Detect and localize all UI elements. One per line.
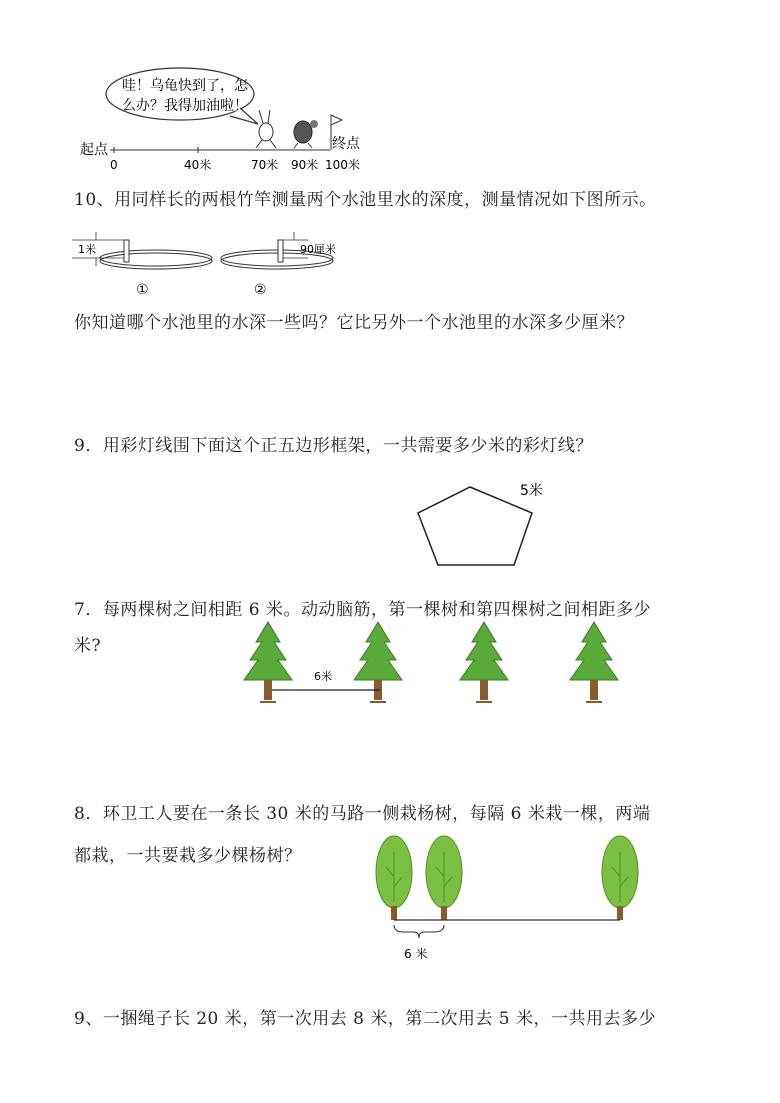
pine-tree-4 xyxy=(570,622,618,702)
start-label: 起点 xyxy=(80,142,108,158)
pond-1-label: ① xyxy=(136,282,149,298)
end-label: 终点 xyxy=(332,136,360,152)
pine-trees-diagram xyxy=(234,618,634,706)
speech-line-1: 哇！乌龟快到了，怎 xyxy=(122,78,248,94)
pond-1-depth-label: 1米 xyxy=(78,243,96,256)
tick-label-70: 70米 xyxy=(251,158,279,172)
q10-ponds-diagram xyxy=(72,228,362,300)
poplar-tree-2 xyxy=(426,836,462,920)
pond-2-depth-label: 90厘米 xyxy=(300,243,336,256)
poplar-tree-3 xyxy=(602,836,638,920)
race-diagram xyxy=(70,60,380,175)
pentagon-svg xyxy=(410,470,560,570)
q10-question: 你知道哪个水池里的水深一些吗？它比另外一个水池里的水深多少厘米？ xyxy=(74,313,634,333)
rabbit-icon xyxy=(256,110,276,148)
pine-tree-3 xyxy=(460,622,508,702)
tick-label-90: 90米 xyxy=(291,158,319,172)
pentagon-side-label: 5米 xyxy=(520,483,543,499)
pentagon-diagram xyxy=(410,470,560,570)
q9a-text: 9．用彩灯线围下面这个正五边形框架，一共需要多少米的彩灯线？ xyxy=(74,436,593,456)
speech-line-2: 么办？我得加油啦！ xyxy=(122,98,248,114)
pond-2-label: ② xyxy=(254,282,267,298)
poplar-trees-svg xyxy=(368,832,648,964)
tick-label-100: 100米 xyxy=(325,158,360,172)
q10-text: 10、用同样长的两根竹竿测量两个水池里水的深度，测量情况如下图所示。 xyxy=(74,190,657,210)
pine-trees-svg xyxy=(234,618,634,706)
q7-line-2: 米? xyxy=(74,636,102,656)
race-svg xyxy=(70,60,380,175)
tree-gap-label: 6米 xyxy=(314,670,332,683)
turtle-icon xyxy=(294,120,318,148)
ponds-svg xyxy=(72,228,362,300)
q7-line-1: 7．每两棵树之间相距 6 米。动动脑筋，第一棵树和第四棵树之间相距多少 xyxy=(74,600,651,620)
gap-brace xyxy=(394,925,444,938)
poplar-trees-diagram xyxy=(368,832,648,964)
tick-label-0: 0 xyxy=(110,158,118,172)
poplar-gap-label: 6 米 xyxy=(404,947,428,961)
q8-line-2: 都栽，一共要栽多少棵杨树？ xyxy=(74,846,302,866)
pentagon-shape xyxy=(418,487,532,565)
q9b-text: 9、一捆绳子长 20 米，第一次用去 8 米，第二次用去 5 米，一共用去多少 xyxy=(74,1009,657,1029)
q8-line-1: 8．环卫工人要在一条长 30 米的马路一侧栽杨树，每隔 6 米栽一棵，两端 xyxy=(74,804,651,824)
poplar-tree-1 xyxy=(376,836,412,920)
tick-label-40: 40米 xyxy=(184,158,212,172)
